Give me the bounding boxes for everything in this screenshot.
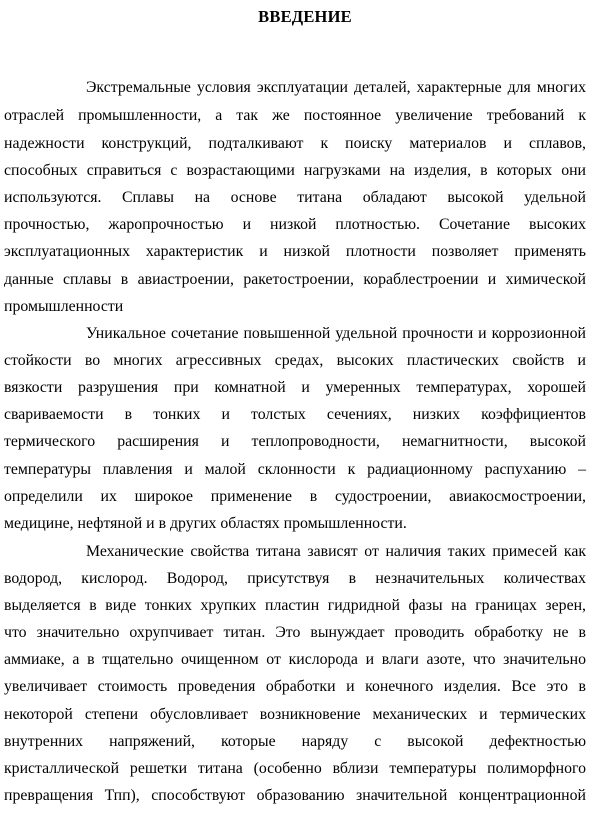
- paragraph-3-line-3: выделяется в виде тонких хрупких пластин гидридной фазы на границах зерен,: [4, 597, 586, 614]
- paragraph-2-line-4: свариваемости в тонких и толстых сечениях, низких коэффициентов: [4, 406, 586, 423]
- paragraph-3-line-1: Механические свойства титана зависят от наличия таких примесей как: [86, 543, 586, 560]
- paragraph-2-line-7: определили их широкое применение в судостроении, авиакосмостроении,: [4, 488, 586, 505]
- paragraph-2-line-1: Уникальное сочетание повышенной удельной прочности и коррозионной: [86, 325, 586, 342]
- paragraph-1-line-4: способных справиться с возрастающими нагрузками на изделия, в которых они: [4, 162, 586, 179]
- paragraph-3-line-9: кристаллической решетки титана (особенно вблизи температуры полиморфного: [4, 760, 586, 777]
- paragraph-1-line-2: отраслей промышленности, а так же постоянное увеличение требований к: [4, 107, 586, 124]
- paragraph-3-line-2: водород, кислород. Водород, присутствуя в незначительных количествах: [4, 570, 586, 587]
- paragraph-1-line-7: эксплуатационных характеристик и низкой плотности позволяет применять: [4, 243, 586, 260]
- paragraph-2-line-2: стойкости во многих агрессивных средах, высоких пластических свойств и: [4, 352, 586, 369]
- page-title: ВВЕДЕНИЕ: [258, 7, 352, 26]
- paragraph-2-line-6: температуры плавления и малой склонности к радиационному распуханию –: [4, 461, 586, 478]
- paragraph-3-line-7: некоторой степени обусловливает возникновение механических и термических: [4, 706, 586, 723]
- paragraph-1-line-6: прочностью, жаропрочностью и низкой плотностью. Сочетание высоких: [4, 216, 586, 233]
- paragraph-2-line-5: термического расширения и теплопроводности, немагнитности, высокой: [4, 433, 586, 450]
- paragraph-3-line-8: внутренних напряжений, которые наряду с высокой дефектностью: [4, 733, 586, 750]
- paragraph-1-line-5: используются. Сплавы на основе титана обладают высокой удельной: [4, 189, 586, 206]
- paragraph-3-line-4: что значительно охрупчивает титан. Это вынуждает проводить обработку не в: [4, 624, 586, 641]
- paragraph-3-line-6: увеличивает стоимость проведения обработки и конечного изделия. Все это в: [4, 678, 586, 695]
- paragraph-1-line-8: данные сплавы в авиастроении, ракетостроении, кораблестроении и химической: [4, 271, 586, 288]
- paragraph-1-line-9: промышленности: [4, 298, 124, 315]
- paragraph-1-line-1: Экстремальные условия эксплуатации деталей, характерные для многих: [86, 79, 586, 96]
- paragraph-2-line-3: вязкости разрушения при комнатной и умеренных температурах, хорошей: [4, 379, 586, 396]
- paragraph-3-line-10: превращения Тпп), способствуют образованию значительной концентрационной: [4, 787, 586, 804]
- paragraph-3-line-5: аммиаке, а в тщательно очищенном от кислорода и влаги азоте, что значительно: [4, 651, 586, 668]
- paragraph-1-line-3: надежности конструкций, подталкивают к поиску материалов и сплавов,: [4, 135, 586, 152]
- paragraph-2-line-8: медицине, нефтяной и в других областях промышленности.: [4, 515, 407, 532]
